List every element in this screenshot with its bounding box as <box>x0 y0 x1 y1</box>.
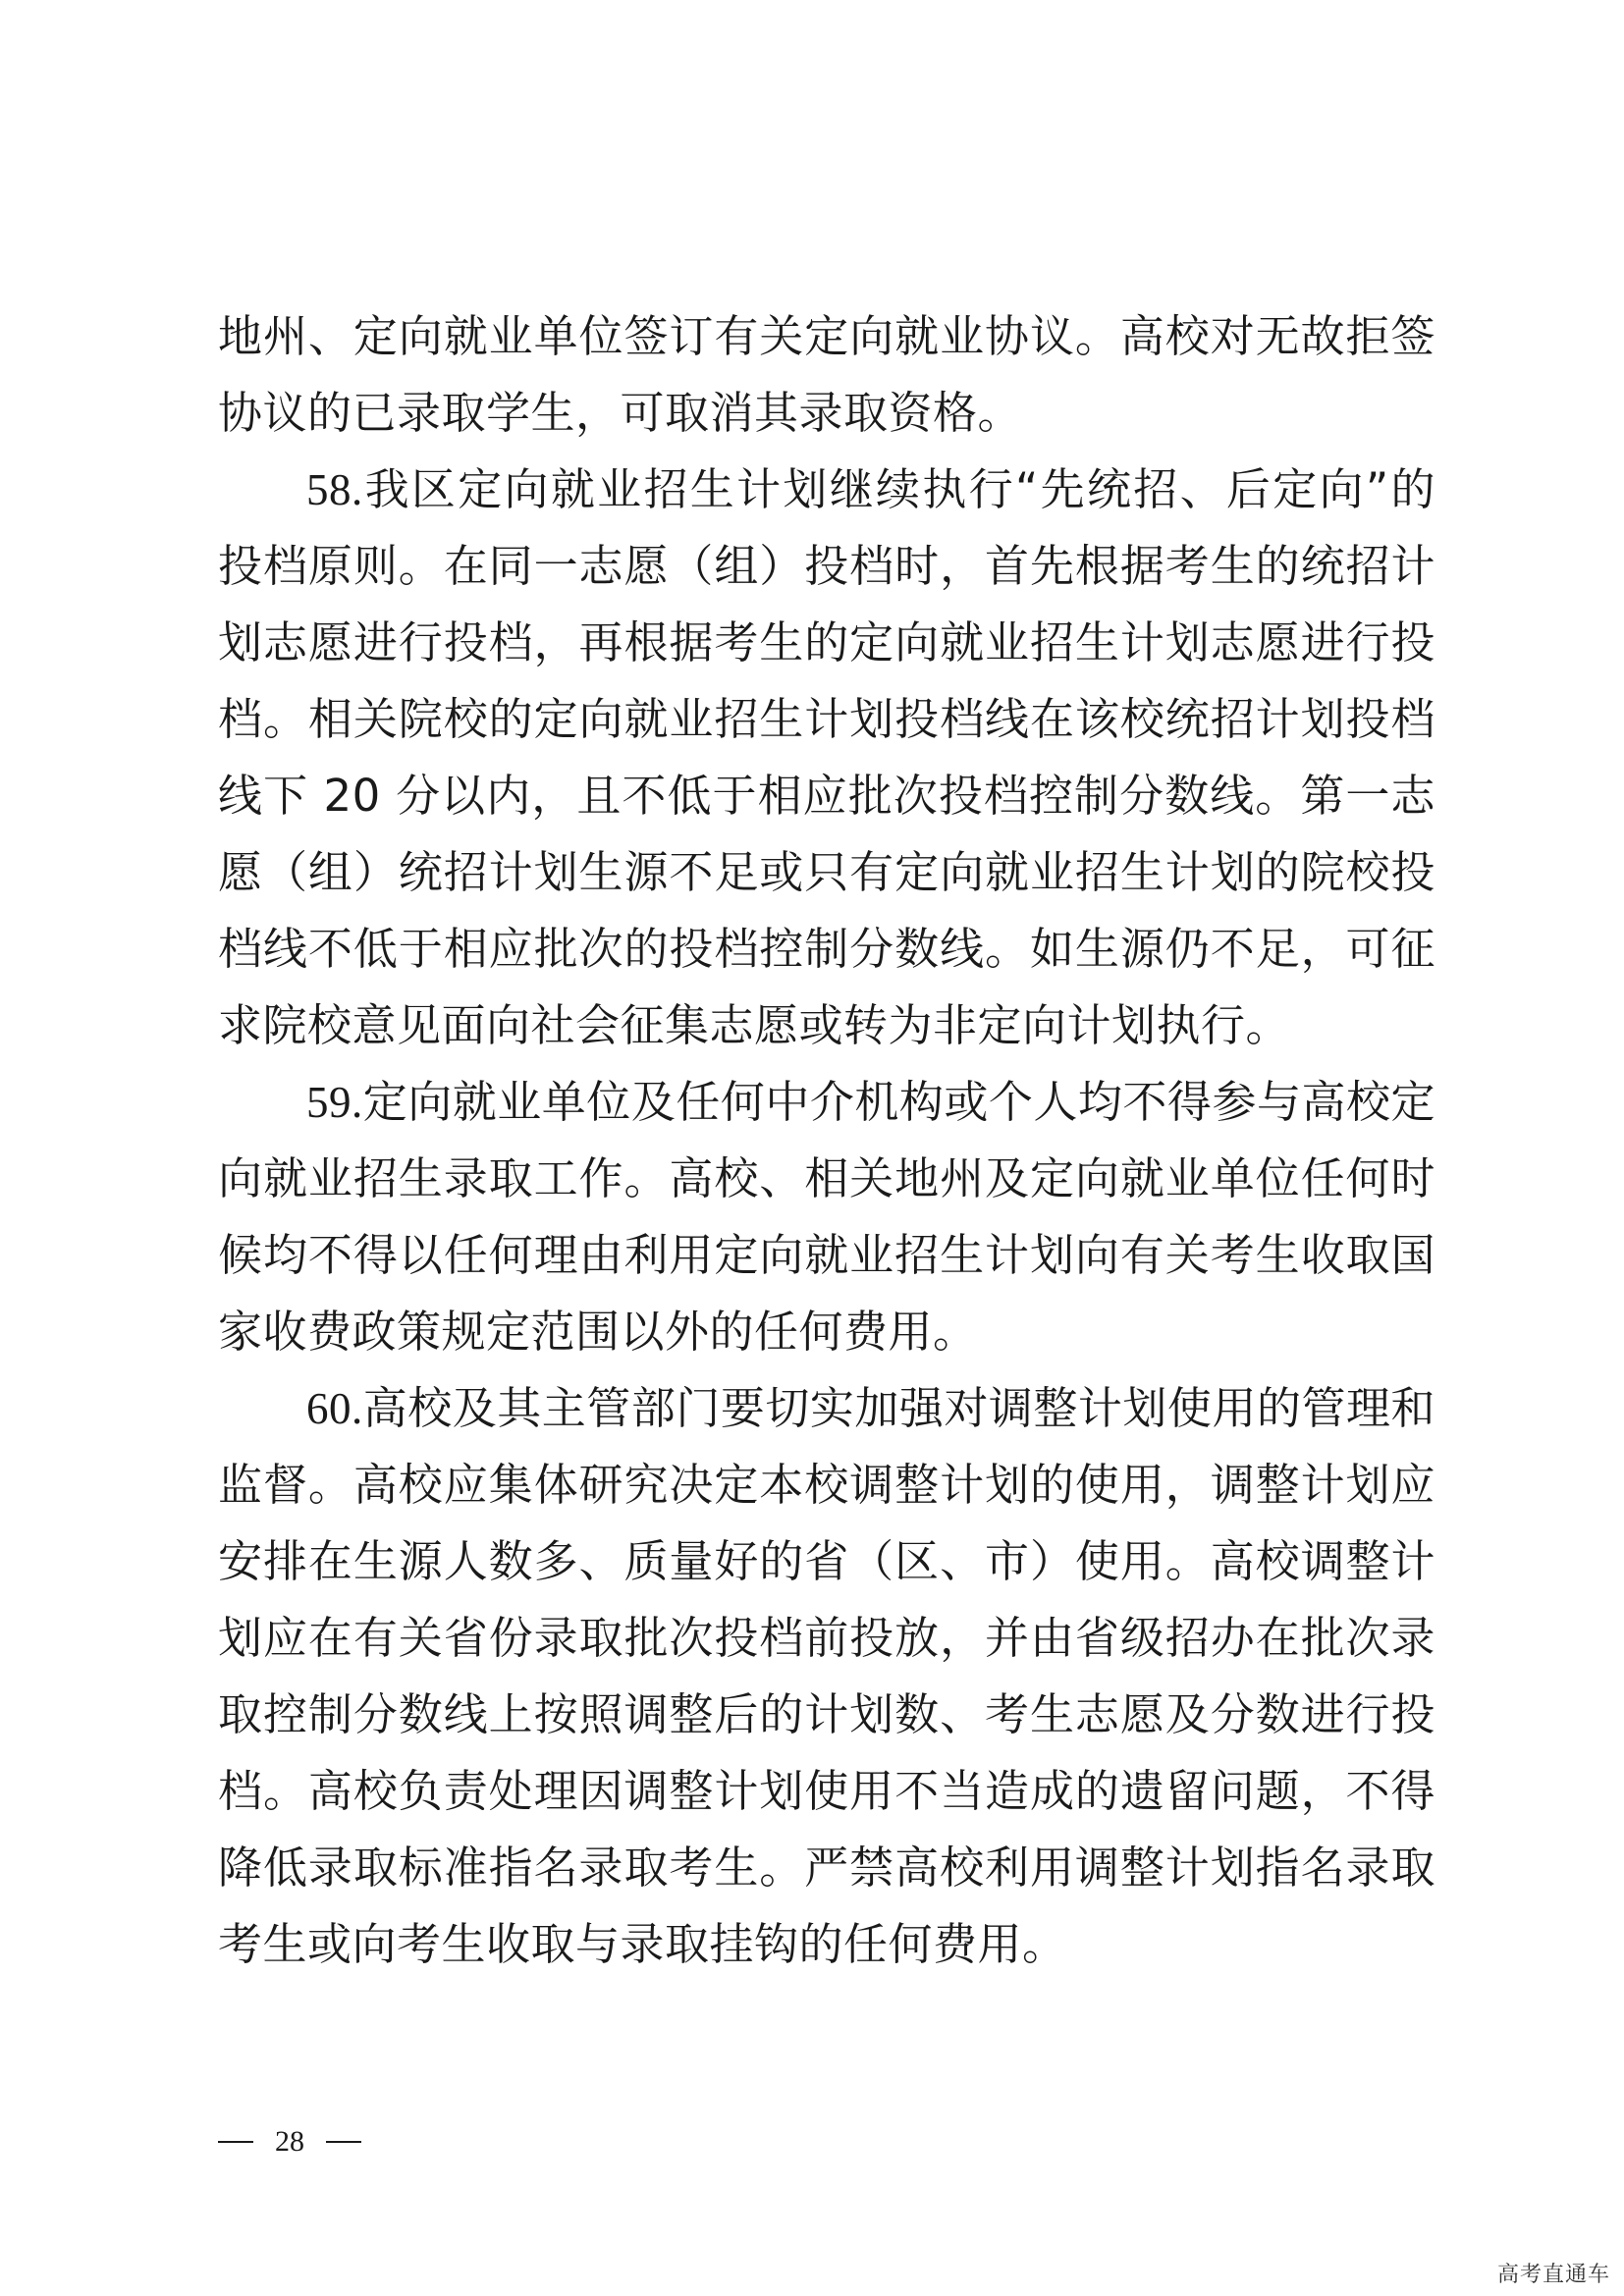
paragraph-text: 高校及其主管部门要切实加强对调整计划使用的管理和监督。高校应集体研究决定本校调整计划的使用，调整计划应安排在生源人数多、质量好的省（区、市）使用。高校调整计划应在有关省份录取批次投档前投放，并由省级招办在批次录取控制分数线上按照调整后的计划数、考生志愿及分数进行投档。高校负责处理因调整计划使用不当造成的遗留问题，不得降低录取标准指名录取考生。严禁高校利用调整计划指名录取考生或向考生收取与录取挂钩的任何费用。 <box>218 1382 1435 1970</box>
paragraph-number: 58. <box>306 465 363 514</box>
body-text <box>218 298 1435 1983</box>
right-dash <box>326 2141 361 2143</box>
paragraph-number: 59. <box>306 1078 363 1127</box>
paragraph-continuation <box>218 298 1435 452</box>
watermark: 高考直通车 <box>1496 2263 1610 2287</box>
paragraph-text: 我区定向就业招生计划继续执行“先统招、后定向”的投档原则。在同一志愿（组）投档时，首先根据考生的统招计划志愿进行投档，再根据考生的定向就业招生计划志愿进行投档。相关院校的定向就业招生计划投档线在该校统招计划投档线下 20 分以内，且不低于相应批次投档控制分数线。第一志愿（组）统招计划生源不足或只有定向就业招生计划的院校投档线不低于相应批次的投档控制分数线。如生源仍不足，可征求院校意见面向社会征集志愿或转为非定向计划执行。 <box>218 463 1435 1051</box>
paragraph-text: 定向就业单位及任何中介机构或个人均不得参与高校定向就业招生录取工作。高校、相关地州及定向就业单位任何时候均不得以任何理由利用定向就业招生计划向有关考生收取国家收费政策规定范围以外的任何费用。 <box>218 1076 1435 1358</box>
paragraph-text: 地州、定向就业单位签订有关定向就业协议。高校对无故拒签协议的已录取学生，可取消其录取资格。 <box>218 310 1435 439</box>
paragraph-59 <box>218 1064 1435 1370</box>
page-number: 28 <box>275 2125 304 2158</box>
paragraph-58 <box>218 452 1435 1064</box>
left-dash <box>218 2141 253 2143</box>
paragraph-number: 60. <box>306 1384 363 1433</box>
paragraph-60 <box>218 1370 1435 1983</box>
page-number-footer <box>218 2120 361 2163</box>
